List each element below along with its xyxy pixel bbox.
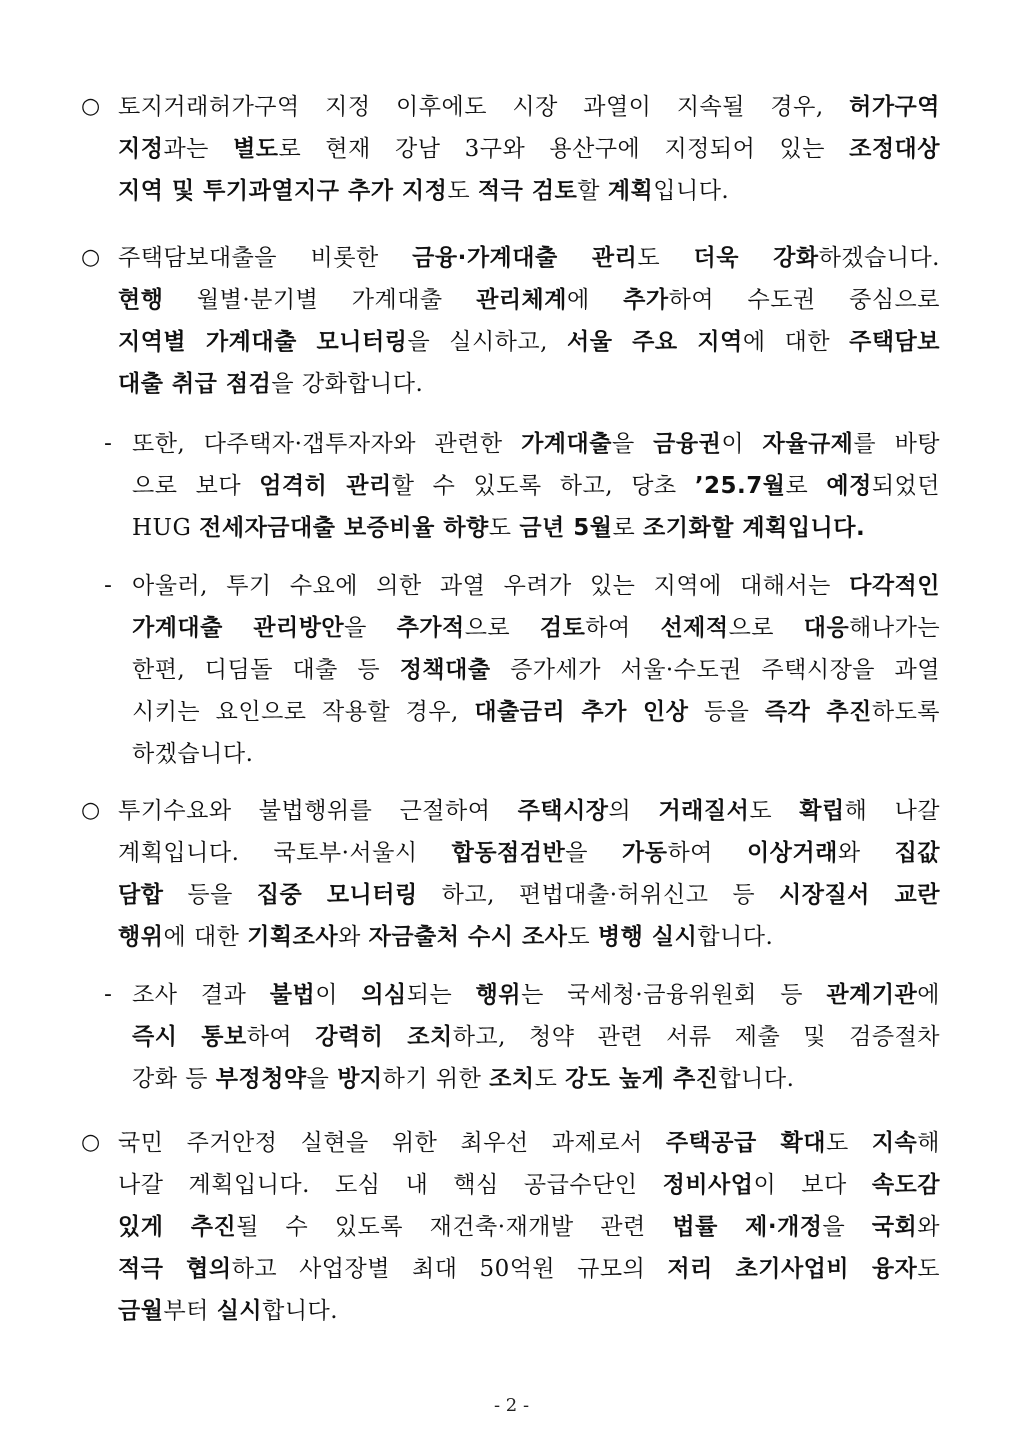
bold-phrase: 서울 주요 지역 [566,329,743,355]
text-run: 계획입니다. 국토부·서울시 [118,840,452,866]
bold-phrase: 대출금리 추가 인상 [474,699,689,725]
bold-phrase: 자금출처 수시 조사 [368,924,568,950]
circle-bullet: ○ [81,94,101,119]
paragraph-5 [81,790,941,958]
text-run: 하여 [246,1024,316,1050]
circle-bullet: ○ [81,798,101,823]
text-line [118,363,940,405]
bold-phrase: 대출 취급 점검 [118,371,272,397]
bold-phrase: 가동 [622,840,668,866]
text-line [118,874,940,916]
bold-phrase: 적극 협의 [118,1256,232,1282]
bold-phrase: 지역별 가계대출 모니터링 [118,329,408,355]
text-run: 한편, 디딤돌 대출 등 [132,657,400,683]
text-run: 에 [566,287,624,313]
paragraph-3 [104,423,941,549]
bold-phrase: 합동점검반 [451,840,566,866]
bold-phrase: 집중 모니터링 [256,882,418,908]
text-line [132,565,940,607]
paragraph-text [118,86,940,212]
bold-phrase: 이상거래 [746,840,838,866]
bold-phrase: 허가구역 [849,94,940,120]
text-run: 시키는 요인으로 작용할 경우, [132,699,475,725]
bold-phrase: 검토 [539,615,586,641]
text-run: 로 [785,473,827,499]
bold-phrase: 정비사업 [662,1172,754,1198]
bold-phrase: 선제적 [660,615,729,641]
bold-phrase: 조기화할 계획입니다. [643,515,866,541]
bold-phrase: 있게 추진 [118,1214,237,1240]
paragraph-2 [81,237,940,405]
bold-phrase: 예정 [826,473,872,499]
text-run: 도 [637,245,694,271]
text-run: 로 현재 강남 3구와 용산구에 지정되어 있는 [278,136,850,162]
text-line [118,1248,940,1290]
text-run: 의 [608,798,659,824]
paragraph-text [118,237,940,405]
paragraph-7 [81,1122,940,1332]
text-run: 해나가는 [849,615,941,641]
bold-phrase: 가계대출 관리방안 [132,615,345,641]
text-run: 될 수 있도록 재건축·재개발 관련 [236,1214,673,1240]
text-line [118,170,940,212]
text-run: 하여 [585,615,661,641]
bold-phrase: 행위 [475,982,522,1008]
text-run: 에 대한 [163,924,248,950]
text-run: 입니다. [653,178,730,204]
bold-phrase: 부정청약 [215,1066,307,1092]
text-run: 할 수 있도록 하고, 당초 [391,473,695,499]
text-run: 하여 [667,840,747,866]
text-run: 에 대한 [742,329,850,355]
bold-phrase: 즉각 추진 [764,699,872,725]
bold-phrase: 지정 [118,136,164,162]
bold-phrase: 다각적인 [849,573,940,599]
bold-phrase: 정책대출 [399,657,491,683]
paragraph-text [118,790,940,958]
bold-phrase: 행위 [118,924,164,950]
text-run: 도 [567,924,598,950]
text-run: 국민 주거안정 실현을 위한 최우선 과제로서 [118,1130,666,1156]
paragraph-text [132,974,940,1100]
dash-bullet: - [104,982,113,1007]
bold-phrase: 법률 제·개정 [672,1214,823,1240]
text-run: HUG [132,515,200,541]
bold-phrase: 더욱 강화 [693,245,819,271]
paragraph-text [132,565,940,775]
paragraph-text [132,423,940,549]
text-run: 을 [822,1214,872,1240]
text-run: 하여 수도권 중심으로 [668,287,940,313]
bold-phrase: 주택담보 [849,329,940,355]
text-line [118,1290,940,1332]
bold-phrase: 방지 [337,1066,383,1092]
text-line [132,1016,940,1058]
text-line [118,916,940,958]
text-line [118,237,940,279]
text-line [132,1058,940,1100]
text-run: 이 [315,982,362,1008]
text-run: 하기 위한 [382,1066,490,1092]
bold-phrase: 지속 [871,1130,918,1156]
text-run: 아울러, 투기 수요에 의한 과열 우려가 있는 지역에 대해서는 [132,573,850,599]
text-line [118,790,940,832]
bold-phrase: 금년 5월 [519,515,613,541]
page-number: - 2 - [493,1395,530,1416]
text-run: 부터 [163,1298,217,1324]
text-line [132,733,940,775]
text-run: 또한, 다주택자·갭투자자와 관련한 [132,431,522,457]
bold-phrase: 관계기관 [826,982,918,1008]
text-run: 월별·분기별 가계대출 [163,287,477,313]
text-run: 도 [534,1066,566,1092]
bold-phrase: 집값 [894,840,941,866]
text-run: 등을 [688,699,765,725]
text-run: 토지거래허가구역 지정 이후에도 시장 과열이 지속될 경우, [118,94,850,120]
text-run: 로 [612,515,644,541]
text-run: 하고, 청약 관련 서류 제출 및 검증절차 [452,1024,940,1050]
text-line [118,279,940,321]
text-run: 조사 결과 [132,982,270,1008]
text-run: 으로 [464,615,540,641]
bold-phrase: 적극 검토 [477,178,578,204]
bold-phrase: 금융·가계대출 관리 [412,245,638,271]
text-run: 해 나갈 [844,798,941,824]
bold-phrase: 자율규제 [762,431,854,457]
bold-phrase: 불법 [269,982,316,1008]
text-run: 도 [447,178,478,204]
text-run: 으로 [728,615,804,641]
text-run: 되었던 [871,473,940,499]
bold-phrase: 거래질서 [658,798,750,824]
text-run: 는 국세청·금융위원회 등 [521,982,827,1008]
bold-phrase: 추가적 [396,615,465,641]
dash-bullet: - [104,431,113,456]
text-line [118,1122,940,1164]
paragraph-6 [104,974,940,1100]
text-run: 주택담보대출을 비롯한 [118,245,413,271]
bold-phrase: 가계대출 [521,431,612,457]
text-run: 하고, 편법대출·허위신고 등 [417,882,780,908]
text-run: 합니다. [697,924,774,950]
text-run: 을 실시하고, [407,329,567,355]
text-run: 되는 [406,982,476,1008]
text-run: 하고 사업장별 최대 50억원 규모의 [231,1256,668,1282]
text-run: 으로 보다 [132,473,260,499]
bold-phrase: 대응 [803,615,850,641]
text-run: 도 [749,798,800,824]
text-run: 을 [344,615,397,641]
bold-phrase: 속도감 [871,1172,940,1198]
bold-phrase: 주택공급 확대 [665,1130,826,1156]
text-line [118,321,940,363]
text-run: 을 [565,840,622,866]
bold-phrase: 의심 [361,982,407,1008]
paragraph-1 [81,86,940,212]
bold-phrase: 강력히 조치 [315,1024,453,1050]
text-run: 하겠습니다. [818,245,940,271]
bold-phrase: 조정대상 [849,136,940,162]
text-line [132,974,940,1016]
bold-phrase: 즉시 통보 [132,1024,247,1050]
text-run: 강화 등 [132,1066,216,1092]
bold-phrase: 지역 및 투기과열지구 추가 지정 [118,178,448,204]
text-run: 투기수요와 불법행위를 근절하여 [118,798,518,824]
bold-phrase: 관리체계 [476,287,567,313]
text-run: 와 [338,924,369,950]
bold-phrase: 추가 [623,287,669,313]
paragraph-text [118,1122,940,1332]
text-run: 해 [917,1130,940,1156]
text-run: 도 [488,515,520,541]
text-line [118,1206,940,1248]
text-run: 도 [917,1256,940,1282]
bold-phrase: 기획조사 [247,924,339,950]
text-line [118,1164,940,1206]
bold-phrase: 금월 [118,1298,164,1324]
circle-bullet: ○ [81,245,101,270]
text-line [132,423,940,465]
text-run: 이 보다 [753,1172,872,1198]
paragraph-4 [104,565,941,775]
bold-phrase: 확립 [799,798,845,824]
bold-phrase: 전세자금대출 보증비율 하향 [199,515,489,541]
bold-phrase: 저리 초기사업비 융자 [667,1256,918,1282]
text-run: 등을 [163,882,257,908]
text-run: 나갈 계획입니다. 도심 내 핵심 공급수단인 [118,1172,663,1198]
text-run: 와 [917,1214,940,1240]
dash-bullet: - [104,573,113,598]
text-run: 을 [306,1066,338,1092]
text-line [118,86,940,128]
bold-phrase: 별도 [233,136,279,162]
text-run: 을 강화합니다. [271,371,424,397]
bold-phrase: 주택시장 [517,798,609,824]
text-run: 합니다. [262,1298,339,1324]
text-run: 와 [837,840,895,866]
text-run: 하도록 [871,699,941,725]
text-run: 을 [611,431,654,457]
text-run: 를 바탕 [853,431,941,457]
bold-phrase: 강도 높게 추진 [565,1066,719,1092]
text-line [132,649,940,691]
text-run: 과는 [163,136,234,162]
bold-phrase: 시장질서 교란 [779,882,940,908]
text-run: 하겠습니다. [132,741,254,767]
text-run: 증가세가 서울·수도권 주택시장을 과열 [490,657,940,683]
text-run: 도 [825,1130,872,1156]
bold-phrase: 조치 [489,1066,535,1092]
text-line [132,507,940,549]
text-run: 에 [917,982,940,1008]
bold-phrase: 병행 실시 [597,924,698,950]
text-line [132,465,940,507]
bold-phrase: 국회 [871,1214,918,1240]
bold-phrase: 담합 [118,882,164,908]
bold-phrase: 실시 [216,1298,263,1324]
circle-bullet: ○ [81,1130,101,1155]
bold-phrase: 엄격히 관리 [259,473,392,499]
text-run: 할 [577,178,608,204]
bold-phrase: 현행 [118,287,164,313]
text-run: 합니다. [718,1066,795,1092]
text-run: 이 [721,431,763,457]
bold-phrase: ’25.7월 [694,473,786,499]
text-line [118,128,940,170]
text-line [132,607,940,649]
text-line [132,691,940,733]
bold-phrase: 금융권 [653,431,722,457]
bold-phrase: 계획 [607,178,654,204]
text-line [118,832,940,874]
